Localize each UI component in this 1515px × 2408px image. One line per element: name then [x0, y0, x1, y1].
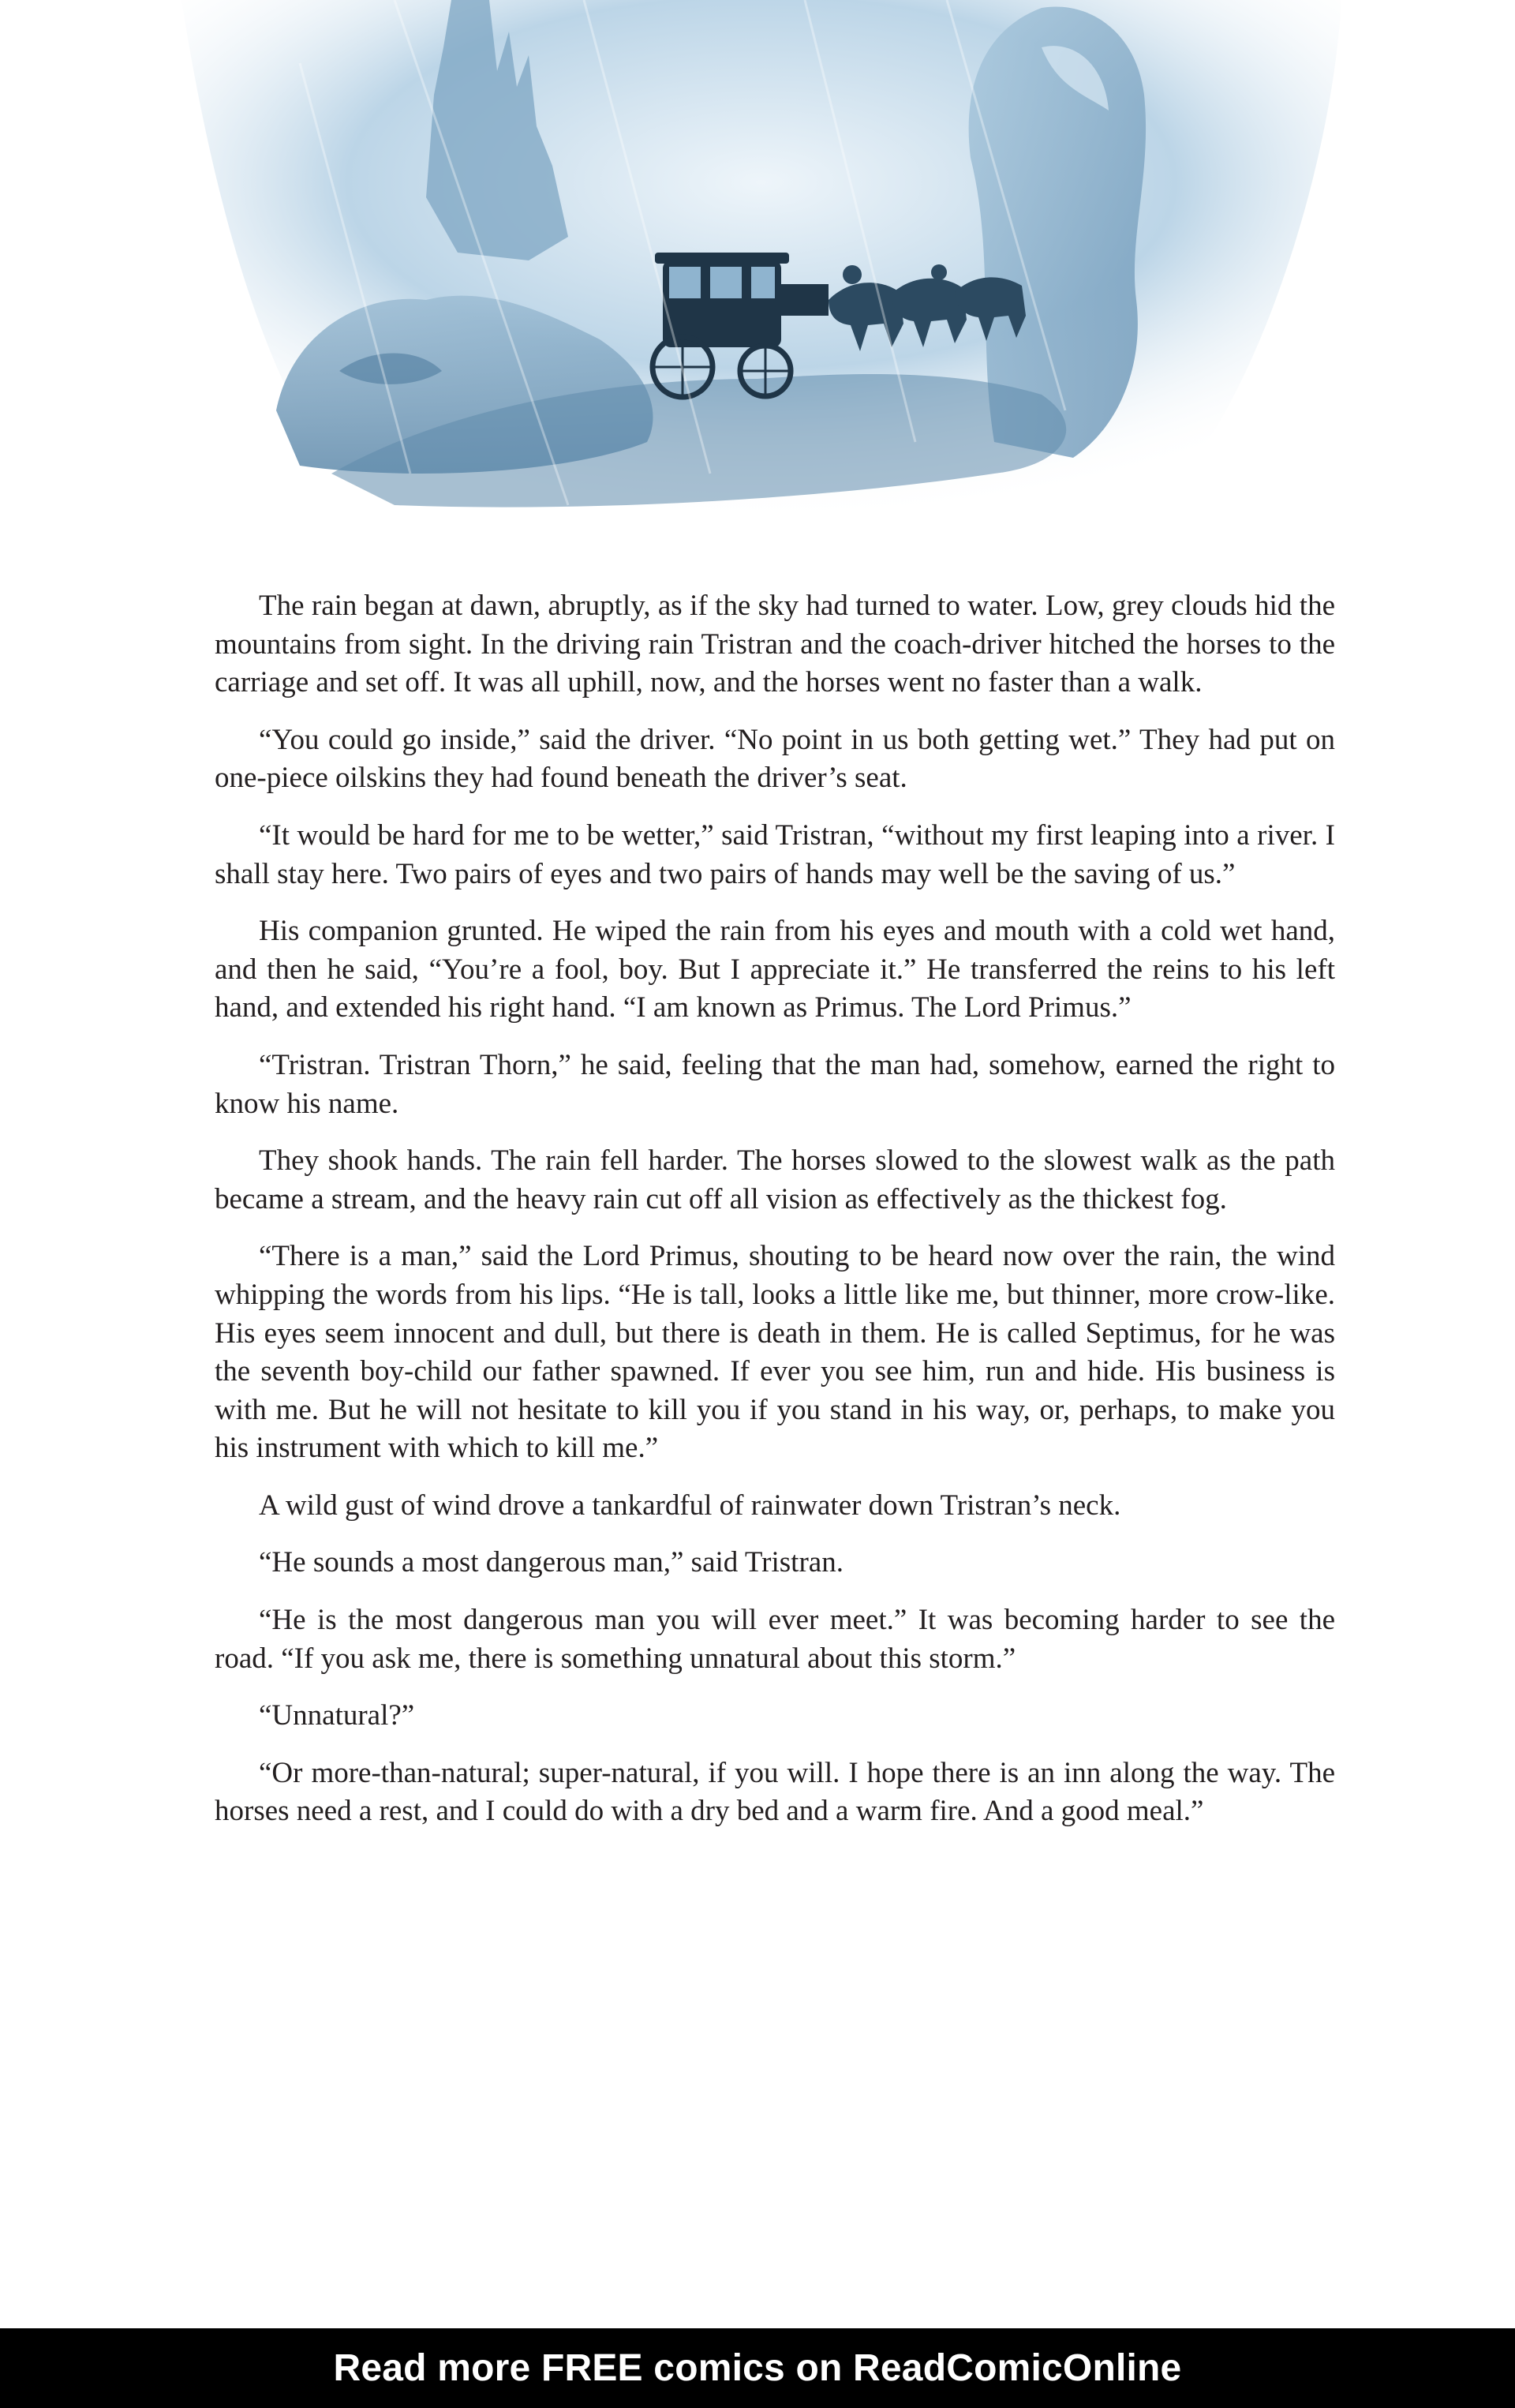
paragraph: “He is the most dangerous man you will ever meet.” It was becoming harder to see the road. “If you ask me, there is something unnatural about this storm.”	[215, 1604, 1335, 1675]
story-text	[215, 587, 1335, 1850]
paragraph: “It would be hard for me to be wetter,” said Tristran, “without my first leaping into a river. I shall stay here. Two pairs of eyes and two pairs of hands may well be the saving of us.”	[215, 818, 1335, 890]
paragraph: “Or more-than-natural; super-natural, if you will. I hope there is an inn along the way. The horses need a rest, and I could do with a dry bed and a warm fire. And a good meal.”	[215, 1756, 1335, 1828]
paragraph: “There is a man,” said the Lord Primus, shouting to be heard now over the rain, the wind whipping the words from his lips. “He is tall, looks a little like me, but thinner, more crow-like. His eyes seem innocent and dull, but there is death in them. He is called Septimus, for he was the seventh boy-child our father spawned. If ever you see him, run and hide. His business is with me. But he will not hesitate to kill you if you stand in his way, or, perhaps, to make you his instrument with which to kill me.”	[215, 1240, 1335, 1465]
paragraph: A wild gust of wind drove a tankardful of rainwater down Tristran’s neck.	[259, 1489, 1121, 1522]
promo-footer-bar	[0, 2328, 1515, 2408]
paragraph: “Tristran. Tristran Thorn,” he said, feeling that the man had, somehow, earned the right to know his name.	[215, 1048, 1335, 1120]
paragraph: “You could go inside,” said the driver. “No point in us both getting wet.” They had put on one-piece oilskins they had found beneath the driver’s seat.	[215, 723, 1335, 795]
paragraph: “He sounds a most dangerous man,” said Tristran.	[259, 1546, 844, 1579]
paragraph: “Unnatural?”	[259, 1699, 415, 1732]
paragraph: They shook hands. The rain fell harder. The horses slowed to the slowest walk as the path became a stream, and the heavy rain cut off all vision as effectively as the thickest fog.	[215, 1144, 1335, 1215]
read-more-link[interactable]: Read more FREE comics on ReadComicOnline	[333, 2347, 1182, 2389]
paragraph: His companion grunted. He wiped the rain from his eyes and mouth with a cold wet hand, and then he said, “You’re a fool, boy. But I appreciate it.” He transferred the reins to his left hand, and extended his right hand. “I am known as Primus. The Lord Primus.”	[215, 915, 1335, 1024]
paragraph: The rain began at dawn, abruptly, as if the sky had turned to water. Low, grey clouds hid the mountains from sight. In the driving rain Tristran and the coach-driver hitched the horses to the carriage and set off. It was all uphill, now, and the horses went no faster than a walk.	[215, 590, 1335, 699]
storm-coach-illustration	[158, 0, 1357, 537]
